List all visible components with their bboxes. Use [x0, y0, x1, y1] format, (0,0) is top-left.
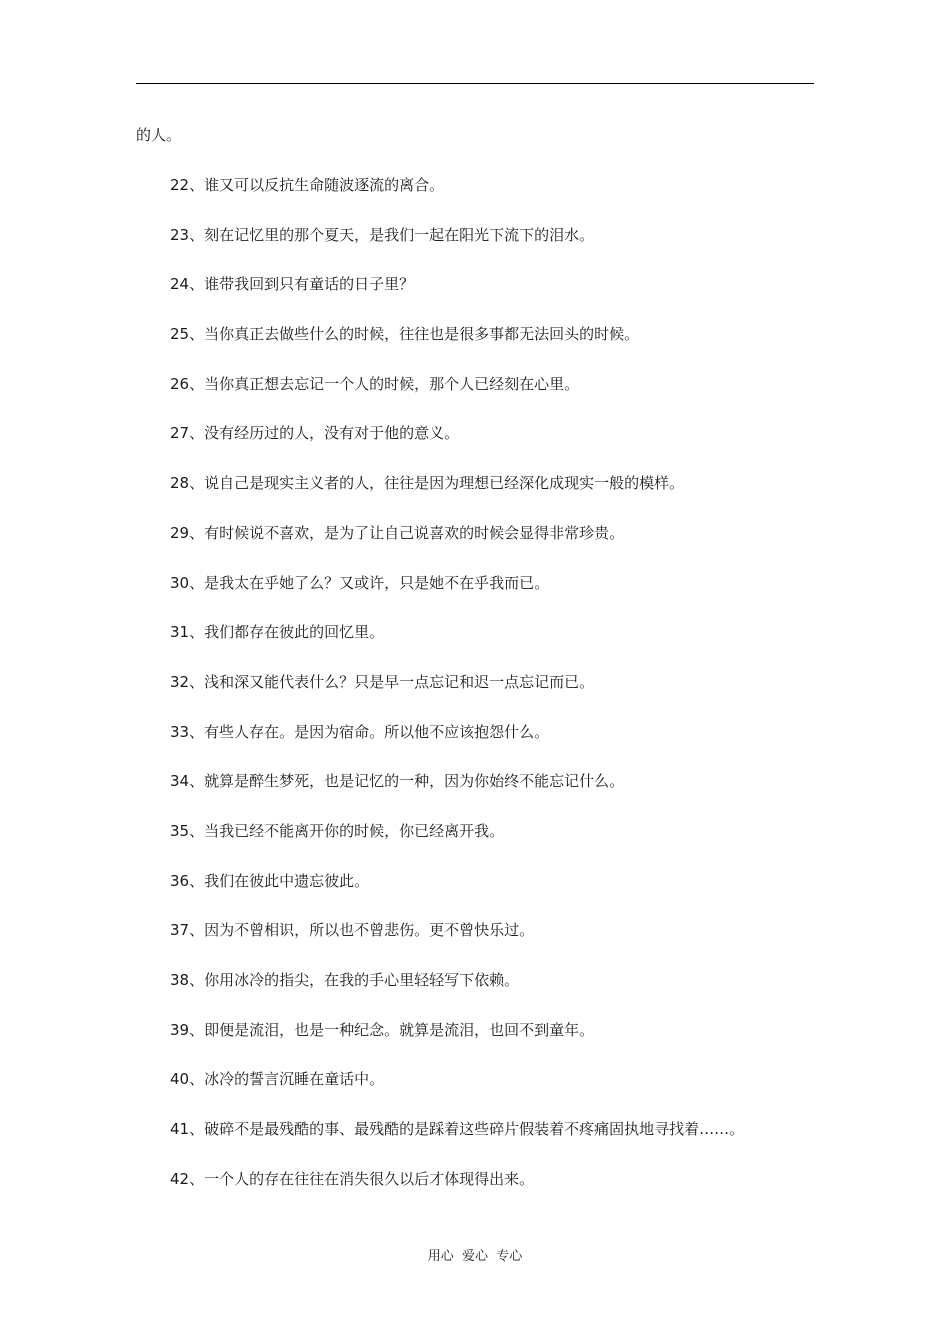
- entry-text: 、我们都存在彼此的回忆里。: [189, 623, 385, 642]
- list-item: [170, 323, 820, 373]
- entry-text: 、即便是流泪，也是一种纪念。就算是流泪，也回不到童年。: [189, 1020, 595, 1039]
- entry-text: 、因为不曾相识，所以也不曾悲伤。更不曾快乐过。: [189, 921, 535, 940]
- list-item: [170, 522, 820, 572]
- entry-text: 、我们在彼此中遗忘彼此。: [189, 871, 370, 890]
- entry-number: 31: [170, 623, 190, 642]
- entry-text: 、没有经历过的人，没有对于他的意义。: [189, 424, 460, 443]
- continuation-text: 的人。: [136, 126, 182, 144]
- entry-number: 32: [170, 672, 190, 691]
- entry-text: 、浅和深又能代表什么？只是早一点忘记和迟一点忘记而已。: [189, 672, 595, 691]
- entry-list: [170, 174, 820, 1217]
- entry-number: 37: [170, 921, 190, 940]
- list-item: [170, 174, 820, 224]
- entry-number: 38: [170, 971, 190, 989]
- entry-text: 、当你真正想去忘记一个人的时候，那个人已经刻在心里。: [189, 374, 580, 393]
- page-footer: 用心 爱心 专心: [427, 1249, 523, 1264]
- entry-number: 23: [170, 225, 190, 244]
- entry-number: 29: [170, 523, 190, 542]
- entry-text: 、破碎不是最残酷的事、最残酷的是踩着这些碎片假装着不疼痛固执地寻找着……。: [189, 1120, 745, 1139]
- entry-number: 27: [170, 424, 190, 443]
- entry-text: 、就算是醉生梦死，也是记忆的一种，因为你始终不能忘记什么。: [189, 772, 625, 791]
- entry-text: 、当我已经不能离开你的时候，你已经离开我。: [189, 821, 505, 840]
- entry-number: 36: [170, 871, 190, 890]
- entry-text: 、冰冷的誓言沉睡在童话中。: [189, 1070, 385, 1089]
- list-item: [170, 919, 820, 969]
- entry-number: 28: [170, 474, 190, 493]
- list-item: [170, 1019, 820, 1069]
- entry-number: 34: [170, 772, 190, 791]
- entry-number: 42: [170, 1169, 190, 1188]
- entry-number: 30: [170, 573, 190, 592]
- list-item: [170, 770, 820, 820]
- list-item: [170, 273, 820, 323]
- entry-number: 40: [170, 1070, 190, 1089]
- list-item: [170, 870, 820, 920]
- list-item: [170, 621, 820, 671]
- entry-text: 、你用冰冷的指尖，在我的手心里轻轻写下依赖。: [189, 971, 520, 989]
- entry-number: 26: [170, 374, 190, 393]
- entry-text: 、有些人存在。是因为宿命。所以他不应该抱怨什么。: [189, 722, 550, 741]
- list-item: [170, 721, 820, 771]
- entry-number: 25: [170, 325, 190, 344]
- list-item: [170, 820, 820, 870]
- entry-text: 、是我太在乎她了么？又或许，只是她不在乎我而已。: [189, 573, 550, 592]
- entry-text: 、有时候说不喜欢，是为了让自己说喜欢的时候会显得非常珍贵。: [189, 523, 625, 542]
- entry-text: 、谁又可以反抗生命随波逐流的离合。: [189, 176, 445, 194]
- list-item: [170, 969, 820, 1019]
- list-item: [170, 1118, 820, 1168]
- entry-text: 、当你真正去做些什么的时候，往往也是很多事都无法回头的时候。: [189, 325, 640, 344]
- list-item: [170, 572, 820, 622]
- list-item: [170, 373, 820, 423]
- list-item: [170, 224, 820, 274]
- list-item: [170, 671, 820, 721]
- entry-number: 35: [170, 821, 190, 840]
- list-item: [170, 1168, 820, 1218]
- entry-text: 、谁带我回到只有童话的日子里？: [189, 275, 415, 294]
- entry-text: 、一个人的存在往往在消失很久以后才体现得出来。: [189, 1169, 535, 1188]
- entry-number: 39: [170, 1020, 190, 1039]
- header-rule: [136, 83, 814, 84]
- entry-number: 41: [170, 1120, 190, 1139]
- entry-number: 24: [170, 275, 190, 294]
- entry-number: 33: [170, 722, 190, 741]
- entry-text: 、刻在记忆里的那个夏天，是我们一起在阳光下流下的泪水。: [189, 225, 595, 244]
- entry-number: 22: [170, 176, 190, 194]
- list-item: [170, 1068, 820, 1118]
- list-item: [170, 472, 820, 522]
- entry-text: 、说自己是现实主义者的人，往往是因为理想已经深化成现实一般的模样。: [189, 474, 685, 493]
- list-item: [170, 422, 820, 472]
